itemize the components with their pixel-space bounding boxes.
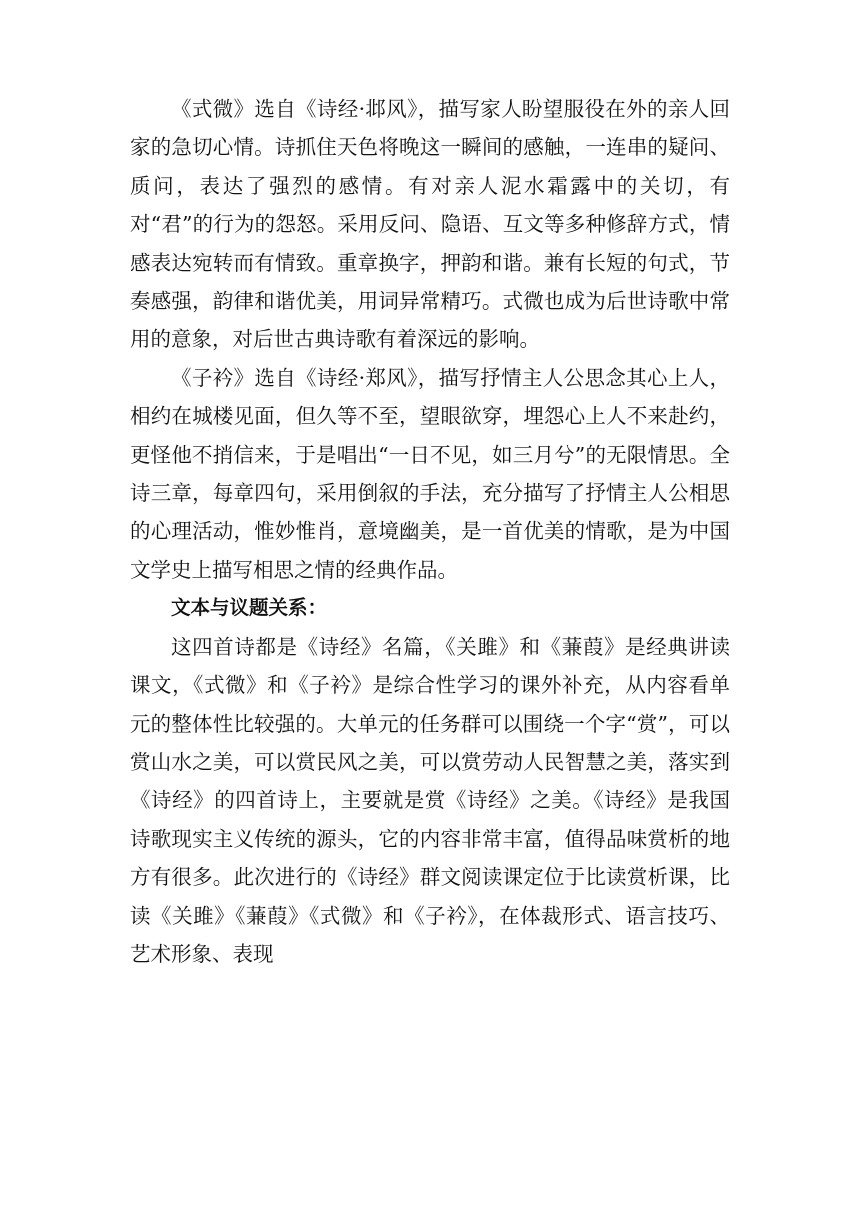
paragraph-text-topic-relation: 这四首诗都是《诗经》名篇，《关雎》和《蒹葭》是经典讲读课文，《式微》和《子衿》是综合性学习的课外补充，从内容看单元的整体性比较强的。大单元的任务群可以围绕一个字“赏”，可以赏山水之美，可以赏民风之美，可以赏劳动人民智慧之美，落实到《诗经》的四首诗上，主要就是赏《诗经》之美。《诗经》是我国诗歌现实主义传统的源头，它的内容非常丰富，值得品味赏析的地方有很多。此次进行的《诗经》群文阅读课定位于比读赏析课，比读《关雎》《蒹葭》《式微》和《子衿》，在体裁形式、语言技巧、艺术形象、表现 [130,634,730,966]
paragraph-zijin: 《子衿》选自《诗经·郑风》，描写抒情主人公思念其心上人，相约在城楼见面，但久等不至，望眼欲穿，埋怨心上人不来赴约，更怪他不捎信来，于是唱出“一日不见，如三月兮”的无限情思。全诗三章，每章四句，采用倒叙的手法，充分描写了抒情主人公相思的心理活动，惟妙惟肖，意境幽美，是一首优美的情歌，是为中国文学史上描写相思之情的经典作品。 [130,365,730,582]
paragraph-shiwei: 《式微》选自《诗经·邶风》，描写家人盼望服役在外的亲人回家的急切心情。诗抓住天色将晚这一瞬间的感触，一连串的疑问、质问，表达了强烈的感情。有对亲人泥水霜露中的关切，有对“君”的行为的怨怒。采用反问、隐语、互文等多种修辞方式，情感表达宛转而有情致。重章换字，押韵和谐。兼有长短的句式，节奏感强，韵律和谐优美，用词异常精巧。式微也成为后世诗歌中常用的意象，对后世古典诗歌有着深远的影响。 [130,97,730,352]
section-heading: 文本与议题关系： [171,596,328,620]
document-body [130,90,730,973]
